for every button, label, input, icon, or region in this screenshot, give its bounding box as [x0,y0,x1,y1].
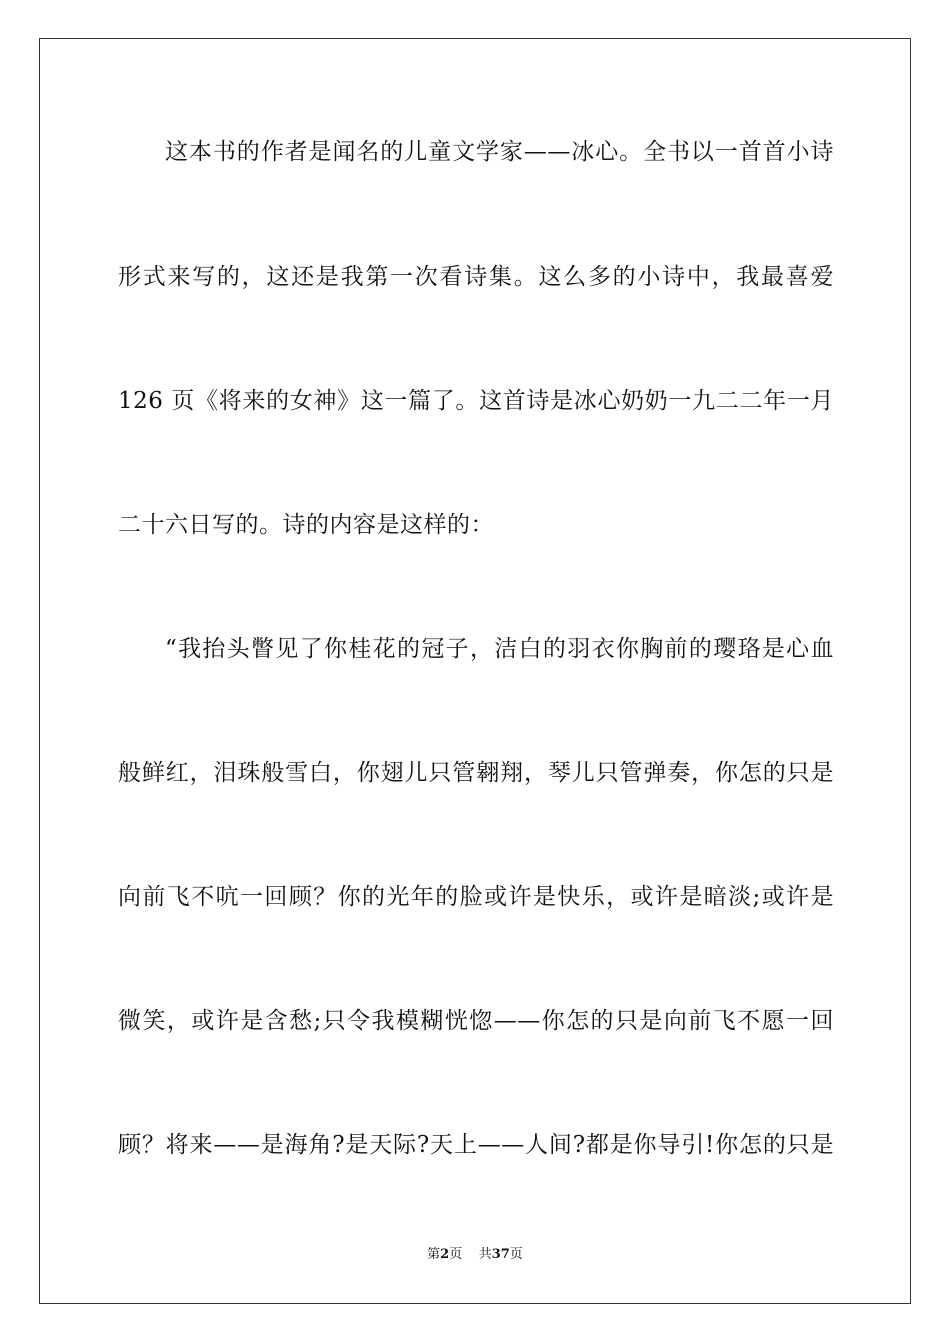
page-suffix: 页 [449,1247,463,1262]
total-suffix: 页 [509,1247,523,1262]
paragraph-line-3: 126 页《将来的女神》这一篇了。这首诗是冰心奶奶一九二二年一月 [118,388,834,414]
poem-line-2: 般鲜红，泪珠般雪白，你翅儿只管翱翔，琴儿只管弹奏，你怎的只是 [118,760,834,786]
page-prefix: 第 [427,1247,441,1262]
paragraph-line-2: 形式来写的，这还是我第一次看诗集。这么多的小诗中，我最喜爱 [118,264,834,290]
poem-line-4: 微笑，或许是含愁;只令我模糊恍惚——你怎的只是向前飞不愿一回 [118,1008,834,1034]
total-pages: 37 [491,1247,510,1262]
poem-line-5: 顾？将来——是海角?是天际?天上——人间?都是你导引!你怎的只是 [118,1132,834,1158]
page-footer [0,1246,950,1264]
paragraph-line-4: 二十六日写的。诗的内容是这样的： [118,512,494,538]
poem-line-3: 向前飞不吭一回顾？你的光年的脸或许是快乐，或许是暗淡;或许是 [118,884,834,910]
paragraph-line-1: 这本书的作者是闻名的儿童文学家——冰心。全书以一首首小诗 [165,139,834,165]
poem-line-1: “我抬头瞥见了你桂花的冠子，洁白的羽衣你胸前的璎珞是心血 [165,636,834,662]
page-number: 2 [440,1247,450,1262]
total-prefix: 共 [478,1247,492,1262]
page-border [39,38,911,1304]
